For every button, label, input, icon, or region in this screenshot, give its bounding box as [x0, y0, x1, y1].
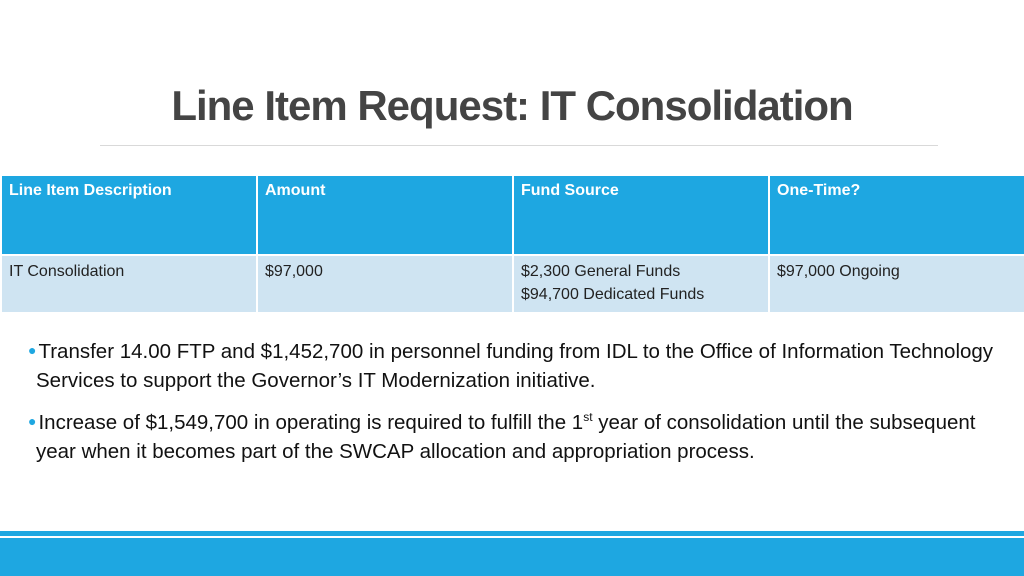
header-description: Line Item Description: [1, 175, 257, 255]
cell-one-time: $97,000 Ongoing: [769, 255, 1024, 313]
footer-bar: [0, 538, 1024, 576]
bullet-increase-text-end: year of consolidation until the subsequent year when it becomes part of the SWCAP allocation and appropriation process.: [36, 411, 976, 463]
bullet-increase-text-start: Increase of $1,549,700 in operating is required to fulfill the 1: [38, 411, 584, 434]
cell-amount: $97,000: [257, 255, 513, 313]
bullet-list: [28, 338, 1018, 480]
ordinal-suffix: st: [583, 410, 593, 425]
fund-source-general: $2,300 General Funds: [521, 263, 681, 280]
title-divider: [100, 145, 938, 146]
bullet-transfer-text: Transfer 14.00 FTP and $1,452,700 in personnel funding from IDL to the Office of Information Technology Services to support the Governor’s IT Modernization initiative.: [36, 340, 994, 392]
header-amount: Amount: [257, 175, 513, 255]
fund-source-dedicated: $94,700 Dedicated Funds: [521, 286, 705, 303]
header-one-time: One-Time?: [769, 175, 1024, 255]
bullet-transfer: [28, 338, 1018, 395]
cell-description: IT Consolidation: [1, 255, 257, 313]
header-fund-source: Fund Source: [513, 175, 769, 255]
bullet-dot-icon: ●: [28, 342, 37, 358]
bullet-dot-icon: ●: [28, 413, 37, 429]
bullet-increase: [28, 409, 1018, 466]
table-row: [1, 255, 1024, 313]
slide-title: Line Item Request: IT Consolidation: [171, 82, 853, 129]
cell-fund-source: [513, 255, 769, 313]
footer-accent-line: [0, 531, 1024, 536]
line-item-table: [0, 174, 1024, 314]
table-header-row: [1, 175, 1024, 255]
